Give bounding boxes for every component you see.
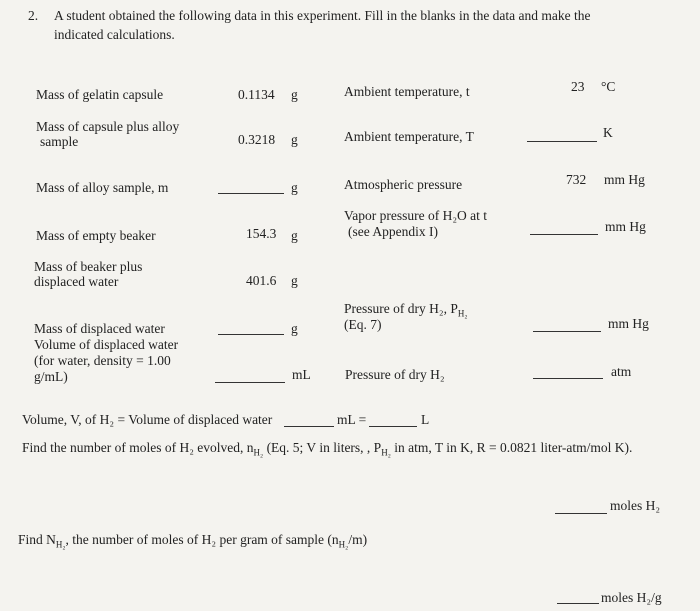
per-gram-find-text: Find $N_{H_2}$, the number of moles of H₂ per gram of sample $(n_{H_2}/m)$ [18,532,368,550]
vapor-pressure-unit: mm Hg [605,219,646,234]
ambient-t-label: Ambient temperature, t [344,84,470,99]
capsule-alloy-label-line1: Mass of capsule plus alloy [36,119,180,134]
moles-per-gram-blank[interactable] [557,603,599,604]
capsule-alloy-unit: g [291,132,298,147]
beaker-water-label-line2: displaced water [34,274,119,289]
displaced-water-mass-blank[interactable] [218,334,284,335]
empty-beaker-label: Mass of empty beaker [36,228,156,243]
volume-ml-blank[interactable] [284,426,334,427]
beaker-water-unit: g [291,273,298,288]
dry-h2-pressure-label-line2: (Eq. 7) [344,317,382,332]
beaker-water-label-line1: Mass of beaker plus [34,259,143,274]
volume-line-prefix: Volume, V, of H₂ = Volume of displaced water [22,412,273,427]
ambient-t-value: 23 [571,79,585,94]
atm-pressure-value: 732 [566,172,587,187]
volume-line-unit: L [421,412,430,427]
empty-beaker-unit: g [291,228,298,243]
dry-h2-pressure-unit: mm Hg [608,316,649,331]
dry-h2-atm-unit: atm [611,364,632,379]
capsule-alloy-label-line2: sample [40,134,79,149]
vapor-pressure-blank[interactable] [530,234,598,235]
dry-h2-atm-blank[interactable] [533,378,603,379]
moles-find-text: Find the number of moles of H₂ evolved, $n_{H_2}$ (Eq. 5; V in liters, , $P_{H_2}$ in atm, T in K, R = 0.0821 liter-atm/mol K). [22,440,633,458]
moles-h2-blank[interactable] [555,513,607,514]
capsule-alloy-value: 0.3218 [238,132,276,147]
empty-beaker-value: 154.3 [246,226,277,241]
alloy-mass-label: Mass of alloy sample, m [36,180,169,195]
dry-h2-pressure-blank[interactable] [533,331,601,332]
volume-l-blank[interactable] [369,426,417,427]
ambient-T-label: Ambient temperature, T [344,129,474,144]
atm-pressure-unit: mm Hg [604,172,645,187]
displaced-water-volume-unit: mL [292,367,311,382]
alloy-mass-blank[interactable] [218,193,284,194]
alloy-mass-unit: g [291,180,298,195]
atm-pressure-label: Atmospheric pressure [344,177,463,192]
dry-h2-atm-label: Pressure of dry H₂ [345,367,445,382]
vapor-pressure-label-line2: (see Appendix I) [348,224,438,239]
capsule-mass-unit: g [291,87,298,102]
dry-h2-pressure-label-line1: Pressure of dry H₂, $P_{H_2}$ [344,301,468,319]
question-text-line1: A student obtained the following data in this experiment. Fill in the blanks in the data and make the [54,8,591,23]
displaced-water-volume-label-line2: (for water, density = 1.00 [34,353,171,368]
ambient-t-unit: °C [601,79,616,94]
moles-h2-unit: moles H₂ [610,498,661,513]
displaced-water-volume-blank[interactable] [215,382,285,383]
capsule-mass-label: Mass of gelatin capsule [36,87,164,102]
displaced-water-volume-label-line3: g/mL) [34,369,68,384]
question-text-line2: indicated calculations. [54,27,175,42]
ambient-T-blank[interactable] [527,141,597,142]
beaker-water-value: 401.6 [246,273,277,288]
question-number: 2. [28,8,39,23]
displaced-water-volume-label-line1: Volume of displaced water [34,337,179,352]
ambient-T-unit: K [603,125,613,140]
vapor-pressure-label-line1: Vapor pressure of H₂O at t [344,208,488,223]
displaced-water-mass-unit: g [291,321,298,336]
displaced-water-mass-label: Mass of displaced water [34,321,165,336]
capsule-mass-value: 0.1134 [238,87,275,102]
volume-line-mid: mL = [337,412,367,427]
moles-per-gram-unit: moles H₂/g [601,590,662,605]
